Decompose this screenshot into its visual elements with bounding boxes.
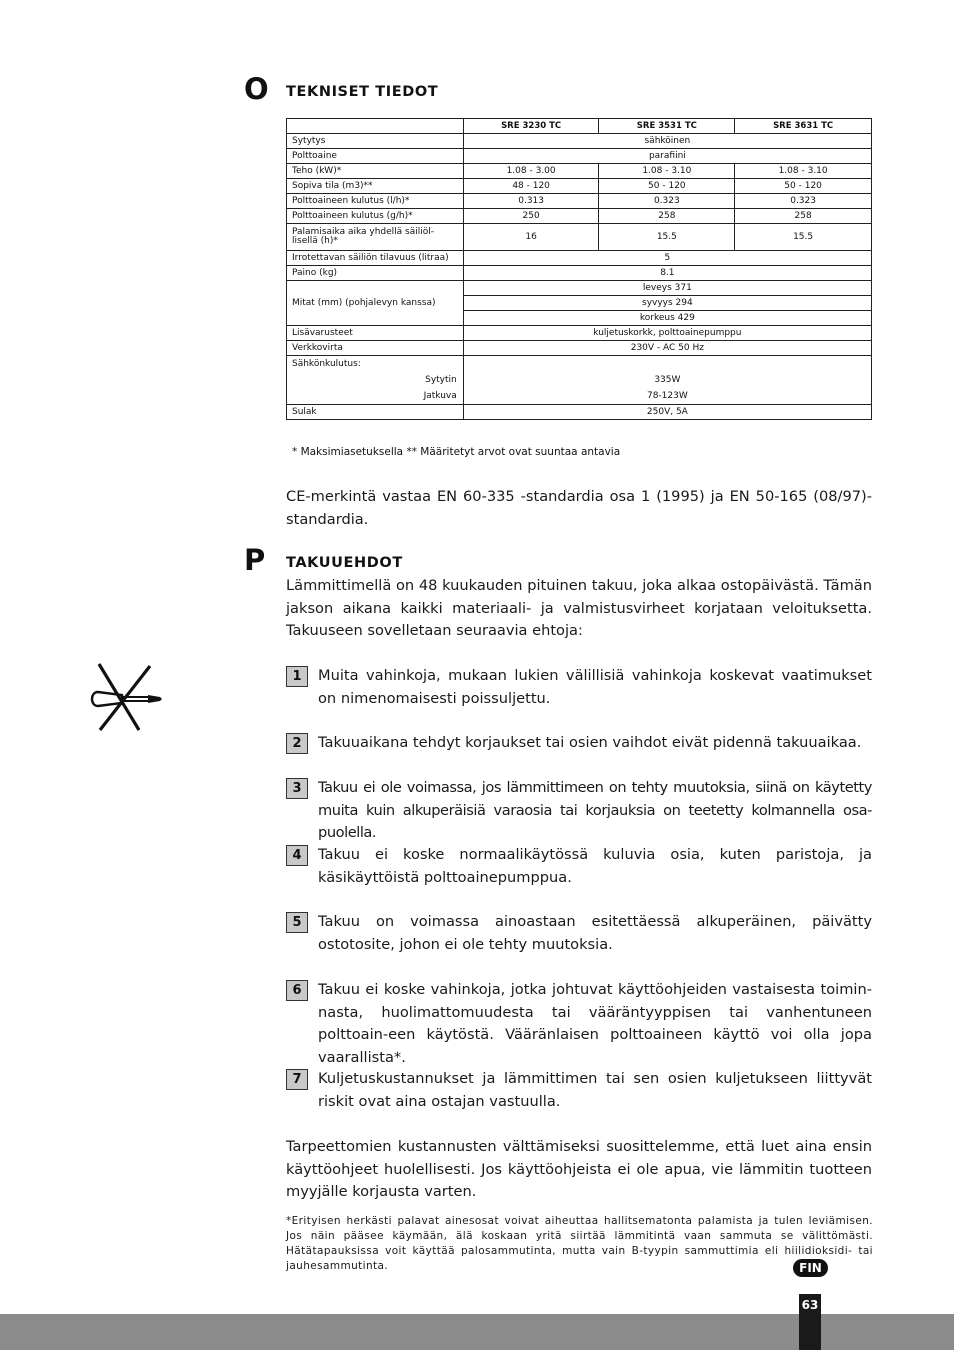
dims-cell bbox=[463, 281, 871, 326]
row-value: 50 - 120 bbox=[735, 179, 872, 194]
table-row bbox=[287, 209, 872, 224]
closing-text: Tarpeettomien kustannusten välttämiseksi suosittelemme, että luet aina ensin käyttöohjeet huolellisesti. Jos käyttöohjeista ei ole apua, vie lämmitin tuotteen myyjälle korjausta varten. bbox=[286, 1138, 872, 1200]
dim-depth: syvyys 294 bbox=[464, 296, 871, 311]
row-value: 0.323 bbox=[735, 194, 872, 209]
row-value: 15.5 bbox=[599, 224, 735, 251]
dim-width: leveys 371 bbox=[464, 281, 871, 296]
row-label: Lisävarusteet bbox=[287, 326, 464, 341]
model-header: SRE 3631 TC bbox=[735, 119, 872, 134]
row-value: kuljetuskorkk, polttoainepumppu bbox=[463, 326, 871, 341]
power-labels bbox=[287, 356, 464, 405]
item-number: 3 bbox=[286, 778, 308, 799]
row-value: 250 bbox=[463, 209, 599, 224]
item-text: Muita vahinkoja, mukaan lukien välillisiä vahinkoja koskevat vaatimukset on nimenomaisesti poissuljettu. bbox=[318, 667, 872, 707]
table-row bbox=[287, 281, 872, 326]
row-value: 250V, 5A bbox=[463, 405, 871, 420]
item-number: 5 bbox=[286, 912, 308, 933]
dim-height: korkeus 429 bbox=[639, 313, 695, 323]
row-label: Sopiva tila (m3)** bbox=[287, 179, 464, 194]
item-text: Takuu on voimassa ainoastaan esitettäessä alkuperäinen, päivätty ostotosite, johon ei ole tehty muutoksia. bbox=[318, 913, 872, 953]
screwdriver-crossed-icon bbox=[84, 660, 166, 738]
row-value: 16 bbox=[463, 224, 599, 251]
item-text: Takuu ei ole voimassa, jos lämmittimeen on tehty muutoksia, siinä on käytetty muita kuin alkuperäisiä varaosia tai korjauksia on teetetty kolmannella osa-puolella. bbox=[318, 779, 872, 841]
item-text: Takuuaikana tehdyt korjaukset tai osien vaihdot eivät pidennä takuuaikaa. bbox=[318, 734, 862, 751]
row-label: Mitat (mm) (pohjalevyn kanssa) bbox=[287, 281, 464, 326]
power-ign-value: 335W bbox=[654, 375, 681, 385]
row-label: Palamisaika aika yhdellä säiliöl-lisellä (h)* bbox=[287, 224, 464, 251]
item-number: 6 bbox=[286, 980, 308, 1001]
row-value: 50 - 120 bbox=[599, 179, 735, 194]
table-row bbox=[287, 179, 872, 194]
table-row bbox=[287, 356, 872, 405]
item-number: 7 bbox=[286, 1069, 308, 1090]
table-row bbox=[287, 251, 872, 266]
power-cont-label: Jatkuva bbox=[423, 391, 457, 401]
table-row bbox=[287, 405, 872, 420]
row-value: 1.08 - 3.10 bbox=[599, 164, 735, 179]
model-header: SRE 3230 TC bbox=[463, 119, 599, 134]
table-row bbox=[287, 326, 872, 341]
row-label: Verkkovirta bbox=[287, 341, 464, 356]
section-title-warranty: TAKUUEHDOT bbox=[286, 555, 403, 571]
power-ign-label: Sytytin bbox=[425, 375, 457, 385]
row-value: 0.323 bbox=[599, 194, 735, 209]
table-header-row bbox=[287, 119, 872, 134]
table-row bbox=[287, 164, 872, 179]
row-value: sähköinen bbox=[463, 134, 871, 149]
item-number: 2 bbox=[286, 733, 308, 754]
row-value: 1.08 - 3.10 bbox=[735, 164, 872, 179]
table-row bbox=[287, 134, 872, 149]
row-value: 230V - AC 50 Hz bbox=[463, 341, 871, 356]
power-values bbox=[463, 356, 871, 405]
table-row bbox=[287, 266, 872, 281]
row-value: parafiini bbox=[463, 149, 871, 164]
warranty-intro: Lämmittimellä on 48 kuukauden pituinen takuu, joka alkaa ostopäivästä. Tämän jakson aikana kaikki materiaali- ja valmistusvirheet korjataan veloituksetta. Takuuseen sovelletaan seuraavia ehtoja: bbox=[286, 577, 872, 639]
safety-footnote: *Erityisen herkästi palavat ainesosat voivat aiheuttaa hallitsematonta palamista ja tulen leviämisen. Jos näin pääsee käymään, älä koskaan yritä siirtää lämmitintä vaan sammuta se välittömästi. Hätätapauksissa voit käyttää palosammutinta, mutta vain B-tyypin sammuttimia eli hiilidioksidi- tai jauhesammutinta. bbox=[286, 1215, 873, 1272]
row-value: 258 bbox=[599, 209, 735, 224]
row-label: Polttoaineen kulutus (l/h)* bbox=[287, 194, 464, 209]
section-letter-p: P bbox=[244, 543, 266, 577]
row-label: Sytytys bbox=[287, 134, 464, 149]
row-label: Sulak bbox=[287, 405, 464, 420]
model-header: SRE 3531 TC bbox=[599, 119, 735, 134]
section-letter-o: O bbox=[244, 72, 269, 106]
row-value: 48 - 120 bbox=[463, 179, 599, 194]
row-label: Polttoaine bbox=[287, 149, 464, 164]
table-row bbox=[287, 149, 872, 164]
page-number: 63 bbox=[799, 1294, 821, 1350]
table-row bbox=[287, 194, 872, 209]
item-text: Takuu ei koske vahinkoja, jotka johtuvat käyttöohjeiden vastaisesta toimin-nasta, huolimattomuudesta tai vääräntyyppisen tai vanhentuneen polttoain-een käytöstä. Vääränlaisen polttoaineen käyttö voi olla jopa vaarallista*. bbox=[318, 981, 872, 1066]
item-text: Kuljetuskustannukset ja lämmittimen tai sen osien kuljetukseen liittyvät riskit ovat aina ostajan vastuulla. bbox=[318, 1070, 872, 1110]
table-row bbox=[287, 341, 872, 356]
row-value: 5 bbox=[463, 251, 871, 266]
ce-text: CE-merkintä vastaa EN 60-335 -standardia osa 1 (1995) ja EN 50-165 (08/97)-standardia. bbox=[286, 488, 872, 528]
row-value: 0.313 bbox=[463, 194, 599, 209]
row-label: Teho (kW)* bbox=[287, 164, 464, 179]
language-badge: FIN bbox=[793, 1259, 828, 1277]
row-label: Polttoaineen kulutus (g/h)* bbox=[287, 209, 464, 224]
item-number: 4 bbox=[286, 845, 308, 866]
row-value: 8.1 bbox=[463, 266, 871, 281]
row-value: 1.08 - 3.00 bbox=[463, 164, 599, 179]
table-row bbox=[287, 224, 872, 251]
power-cont-value: 78-123W bbox=[646, 391, 688, 401]
row-value: 15.5 bbox=[735, 224, 872, 251]
row-label: Paino (kg) bbox=[287, 266, 464, 281]
item-number: 1 bbox=[286, 666, 308, 687]
power-label: Sähkönkulutus: bbox=[292, 359, 361, 369]
row-label: Irrotettavan säiliön tilavuus (litraa) bbox=[287, 251, 464, 266]
spec-table bbox=[286, 118, 872, 420]
item-text: Takuu ei koske normaalikäytössä kuluvia osia, kuten paristoja, ja käsikäyttöistä polttoainepumppua. bbox=[318, 846, 872, 886]
section-title-technical: TEKNISET TIEDOT bbox=[286, 84, 439, 100]
table-footnote: * Maksimiasetuksella ** Määritetyt arvot ovat suuntaa antavia bbox=[292, 446, 621, 458]
row-value: 258 bbox=[735, 209, 872, 224]
